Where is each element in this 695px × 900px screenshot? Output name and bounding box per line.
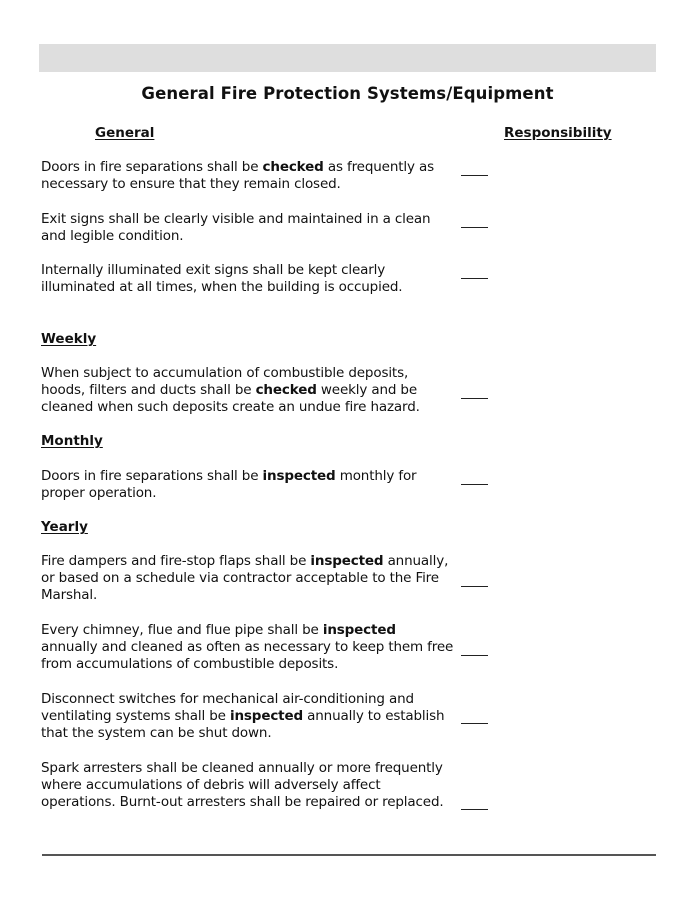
responsibility-blank[interactable]	[461, 484, 488, 485]
responsibility-blank[interactable]	[461, 278, 488, 279]
footer-divider	[42, 854, 656, 856]
responsibility-blank[interactable]	[461, 809, 488, 810]
responsibility-blank[interactable]	[461, 398, 488, 399]
checklist-item: Internally illuminated exit signs shall be kept clearly illuminated at all times, when the building is occupied.	[41, 262, 403, 296]
section-heading-monthly: Monthly	[41, 433, 103, 449]
checklist-item: Disconnect switches for mechanical air-conditioning and ventilating systems shall be inspected annually to establish that the system can be shut down.	[41, 691, 445, 742]
section-heading-yearly: Yearly	[41, 519, 88, 535]
checklist-item: Doors in fire separations shall be checked as frequently as necessary to ensure that they remain closed.	[41, 159, 434, 193]
page-title: General Fire Protection Systems/Equipment	[141, 84, 554, 103]
responsibility-blank[interactable]	[461, 655, 488, 656]
responsibility-blank[interactable]	[461, 227, 488, 228]
responsibility-blank[interactable]	[461, 586, 488, 587]
checklist-item: Fire dampers and fire-stop flaps shall be inspected annually, or based on a schedule via contractor acceptable to the Fire Marshal.	[41, 553, 449, 604]
column-header-general: General	[95, 125, 155, 141]
checklist-item: Every chimney, flue and flue pipe shall be inspected annually and cleaned as often as necessary to keep them free from accumulations of combustible deposits.	[41, 622, 454, 673]
checklist-item: Doors in fire separations shall be inspected monthly for proper operation.	[41, 468, 417, 502]
column-header-responsibility: Responsibility	[504, 125, 612, 141]
checklist-item: Exit signs shall be clearly visible and maintained in a clean and legible condition.	[41, 211, 431, 245]
responsibility-blank[interactable]	[461, 723, 488, 724]
checklist-item: Spark arresters shall be cleaned annually or more frequently where accumulations of debris will adversely affect operations. Burnt-out arresters shall be repaired or replaced.	[41, 760, 444, 811]
header-band	[39, 44, 656, 72]
section-heading-weekly: Weekly	[41, 331, 97, 347]
checklist-item: When subject to accumulation of combustible deposits, hoods, filters and ducts shall be checked weekly and be cleaned when such deposits create an undue fire hazard.	[41, 365, 420, 416]
responsibility-blank[interactable]	[461, 175, 488, 176]
